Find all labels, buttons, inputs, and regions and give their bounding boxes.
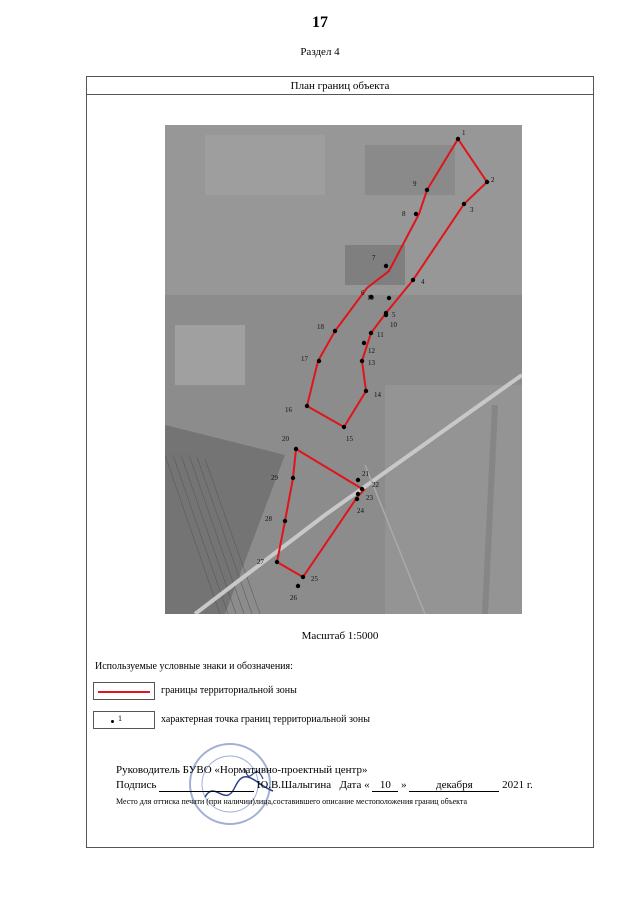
plan-frame — [86, 76, 594, 848]
sign-underline — [159, 779, 254, 792]
date-month: декабря — [409, 779, 499, 792]
boundary-point-9 — [425, 188, 429, 192]
boundary-point-29 — [291, 476, 295, 480]
boundary-point-10 — [384, 313, 388, 317]
legend-point-swatch — [93, 711, 155, 729]
boundary-point-2 — [485, 180, 489, 184]
page-number: 17 — [312, 14, 328, 31]
plan-title: План границ объекта — [87, 77, 593, 95]
boundary-point-label-26: 26 — [290, 594, 297, 602]
map-svg — [165, 125, 522, 614]
boundary-point-23 — [356, 492, 360, 496]
boundary-point-19 — [387, 296, 391, 300]
boundary-point-label-12: 12 — [368, 347, 375, 355]
boundary-point-label-13: 13 — [368, 359, 375, 367]
boundary-point-label-2: 2 — [491, 176, 495, 184]
signer-name: Ю.В.Шалыгина — [256, 779, 332, 791]
boundary-point-12 — [362, 341, 366, 345]
boundary-point-label-23: 23 — [366, 494, 373, 502]
boundary-point-17 — [317, 359, 321, 363]
legend-title: Используемые условные знаки и обозначения: — [95, 661, 293, 672]
boundary-point-label-29: 29 — [271, 474, 278, 482]
boundary-point-28 — [283, 519, 287, 523]
boundary-point-label-6: 6 — [361, 289, 365, 297]
boundary-point-18 — [333, 329, 337, 333]
boundary-point-label-17: 17 — [301, 355, 308, 363]
boundary-point-8 — [414, 212, 418, 216]
boundary-point-20 — [294, 447, 298, 451]
boundary-point-label-24: 24 — [357, 507, 364, 515]
boundary-point-14 — [364, 389, 368, 393]
aerial-map — [165, 125, 522, 614]
boundary-point-label-3: 3 — [470, 206, 474, 214]
boundary-point-label-19: 19 — [367, 294, 374, 302]
boundary-point-label-4: 4 — [421, 278, 425, 286]
boundary-point-7 — [384, 264, 388, 268]
boundary-point-label-18: 18 — [317, 323, 324, 331]
boundary-point-label-15: 15 — [346, 435, 353, 443]
boundary-point-1 — [456, 137, 460, 141]
boundary-point-15 — [342, 425, 346, 429]
boundary-point-21 — [356, 478, 360, 482]
boundary-point-label-9: 9 — [413, 180, 417, 188]
boundary-point-label-16: 16 — [285, 406, 292, 414]
date-day: 10 — [372, 779, 398, 792]
legend-point-number: 1 — [118, 714, 122, 723]
boundary-point-11 — [369, 331, 373, 335]
map-scale: Масштаб 1:5000 — [301, 630, 379, 642]
boundary-point-label-28: 28 — [265, 515, 272, 523]
boundary-point-label-7: 7 — [372, 254, 376, 262]
head-title: Руководитель БУВО «Нормативно-проектный центр» — [116, 764, 368, 776]
legend-point-label: характерная точка границ территориальной зоны — [161, 714, 370, 725]
legend-line-label: границы территориальной зоны — [161, 685, 297, 696]
date-label: Дата « — [339, 779, 370, 791]
boundary-point-25 — [301, 575, 305, 579]
boundary-point-label-14: 14 — [374, 391, 381, 399]
boundary-point-24 — [355, 497, 359, 501]
sign-label: Подпись — [116, 779, 157, 791]
boundary-point-16 — [305, 404, 309, 408]
stamp-note: Место для оттиска печати (при наличии)лица,составившего описание местоположения границ объекта — [116, 797, 468, 806]
boundary-point-label-11: 11 — [377, 331, 384, 339]
section-heading: Раздел 4 — [300, 46, 340, 58]
boundary-point-22 — [360, 487, 364, 491]
boundary-point-26 — [296, 584, 300, 588]
legend-red-line — [98, 691, 150, 693]
boundary-point-label-22: 22 — [372, 481, 379, 489]
boundary-point-4 — [411, 278, 415, 282]
boundary-point-label-1: 1 — [462, 129, 466, 137]
boundary-point-27 — [275, 560, 279, 564]
boundary-point-3 — [462, 202, 466, 206]
boundary-point-label-5: 5 — [392, 311, 396, 319]
legend-line-swatch — [93, 682, 155, 700]
boundary-point-label-21: 21 — [362, 470, 369, 478]
boundary-point-13 — [360, 359, 364, 363]
boundary-point-label-20: 20 — [282, 435, 289, 443]
boundary-point-label-8: 8 — [402, 210, 406, 218]
boundary-point-label-27: 27 — [257, 558, 264, 566]
date-year: 2021 г. — [502, 779, 533, 791]
boundary-point-label-10: 10 — [390, 321, 397, 329]
date-mid: » — [401, 779, 407, 791]
boundary-point-label-25: 25 — [311, 575, 318, 583]
signature-line — [116, 779, 533, 792]
legend-point-dot — [111, 720, 114, 723]
